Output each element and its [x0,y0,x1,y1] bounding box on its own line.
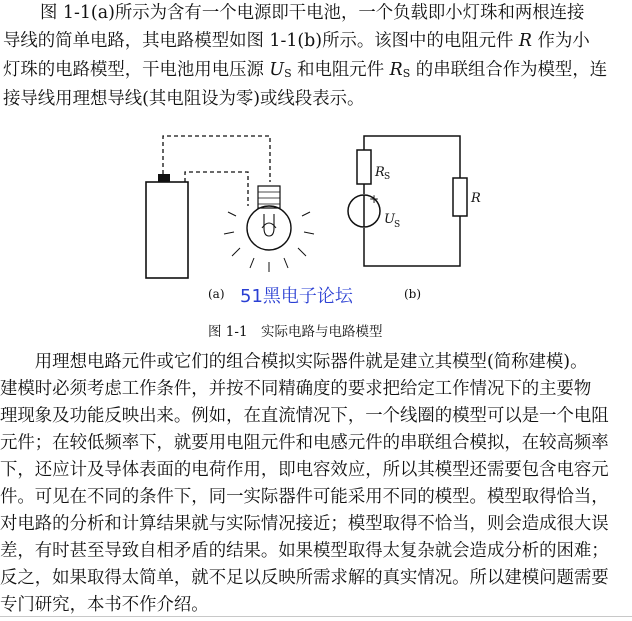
intro-line-1 [40,0,584,26]
body-line-5: 下，还应计及导体表面的电荷作用，即电容效应，所以其模型还需要包含电容元 [0,460,609,480]
watermark-text: 51黑电子论坛 [240,286,353,307]
voltage-symbol-subscript: S [284,67,292,80]
us-label: U [384,212,395,227]
body-line-2: 建模时必须考虑工作条件，并按不同精确度的要求把给定工作情况下的主要物 [0,379,592,399]
intro-line-3 [3,57,607,83]
plus-sign: + [369,192,380,206]
resistor-symbol-subscript: S [402,67,411,80]
battery-terminal [158,174,170,182]
bulb-base [258,186,280,208]
body-line-3: 理现象及功能反映出来。例如，在直流情况下，一个线圈的模型可以是一个电阻 [0,406,609,426]
rs-label: R [375,165,385,180]
resistor-rs [357,150,371,184]
light-rays [224,212,314,272]
intro-line-3-mid: 和电阻元件 [291,60,390,80]
top-wire [163,136,270,182]
body-line-6: 件。可见在不同的条件下，同一实际器件可能采用不同的模型。模型取得恰当， [0,487,609,507]
page-bottom-border [0,616,632,617]
intro-line-2 [3,28,590,54]
body-line-7: 对电路的分析和计算结果就与实际情况接近；模型取得不恰当，则会造成很大误 [0,514,609,534]
bottom-wire [185,172,248,206]
body-line-8: 差，有时甚至导致自相矛盾的结果。如果模型取得太复杂就会造成分析的困难； [0,541,609,561]
light-bulb [247,206,291,250]
resistor-symbol-r: R [518,31,533,51]
r-label: R [471,191,481,206]
body-line-9: 反之，如果取得太简单，就不足以反映所需求解的真实情况。所以建模问题需要 [0,568,609,588]
voltage-symbol-us: U [269,60,285,80]
figure-caption: 图 1-1 实际电路与电路模型 [208,324,383,340]
resistor-r [453,178,467,216]
bulb-filament [264,214,274,236]
intro-line-2-tail: 作为小 [532,31,590,51]
intro-line-1-text: 图 1-1(a)所示为含有一个电源即干电池，一个负载即小灯珠和两根连接 [40,3,585,23]
body-line-4: 元件；在较低频率下，就要用电阻元件和电感元件的串联组合模拟，在较高频率 [0,433,609,453]
battery-body [146,182,188,278]
us-subscript: S [394,220,401,230]
rs-subscript: S [384,172,391,182]
resistor-symbol-rs: R [389,60,403,80]
intro-line-3-text: 灯珠的电路模型，干电池用电压源 [3,60,270,80]
intro-line-3-tail: 的串联组合作为模型，连 [410,60,608,80]
body-line-10: 专门研究，本书不作介绍。 [0,595,209,615]
actual-circuit [146,136,314,278]
label-a: (a) [208,287,225,301]
body-line-1: 用理想电路元件或它们的组合模拟实际器件就是建立其模型(简称建模)。 [0,352,588,372]
circuit-model [348,136,467,266]
intro-line-4 [3,86,364,112]
intro-line-2-text: 导线的简单电路，其电路模型如图 1-1(b)所示。该图中的电阻元件 [3,31,519,51]
label-b: (b) [404,287,422,301]
intro-line-4-text: 接导线用理想导线(其电阻设为零)或线段表示。 [3,89,365,109]
